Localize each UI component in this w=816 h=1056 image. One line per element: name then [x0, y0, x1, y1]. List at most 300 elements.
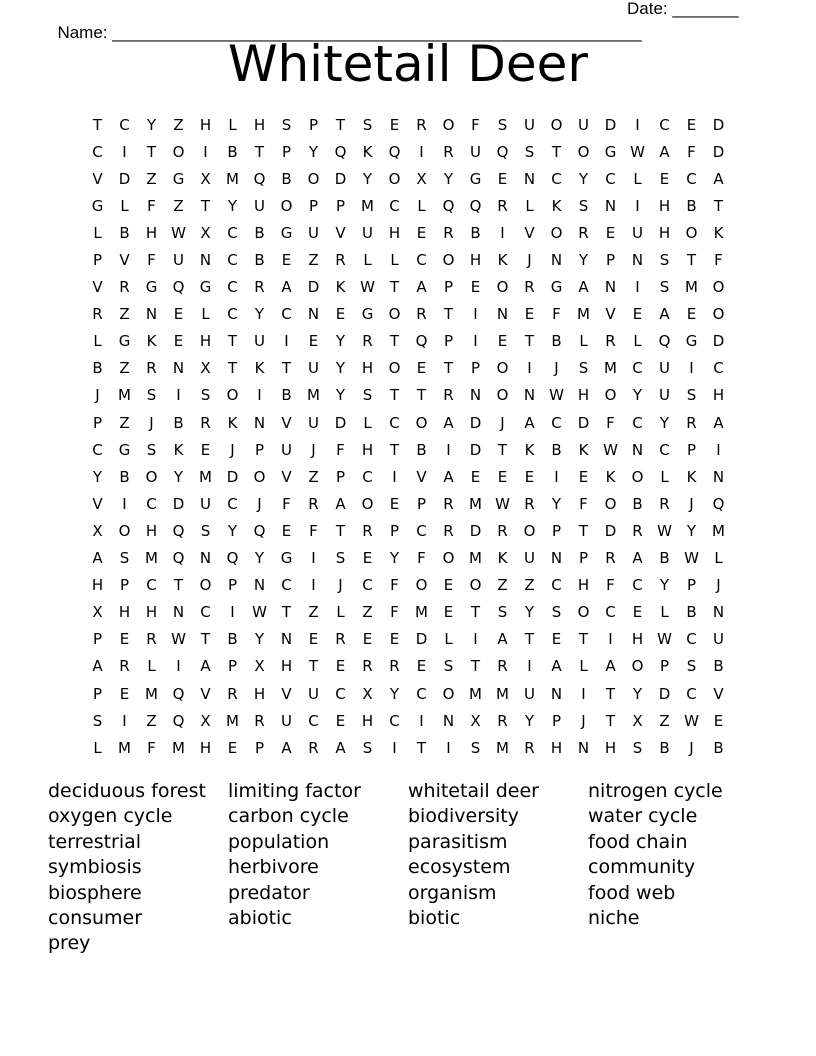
grid-letter: W: [657, 521, 672, 540]
grid-letter: G: [172, 169, 185, 188]
grid-letter: E: [605, 223, 616, 242]
word-list-item: abiotic: [228, 906, 292, 929]
grid-letter: J: [581, 711, 586, 730]
grid-letter: T: [335, 521, 346, 540]
grid-letter: Y: [659, 413, 670, 432]
grid-letter: C: [227, 278, 238, 297]
word-search-grid: [84, 111, 732, 761]
grid-letter: A: [416, 278, 427, 297]
grid-letter: Q: [496, 142, 509, 161]
grid-letter: Q: [334, 142, 347, 161]
grid-letter: T: [200, 630, 211, 649]
grid-letter: E: [227, 738, 238, 757]
grid-letter: O: [253, 467, 266, 486]
grid-letter: T: [470, 603, 481, 622]
grid-letter: T: [173, 576, 184, 595]
name-field-label: Name: ________________________________________________________: [57, 23, 642, 42]
grid-letter: V: [713, 684, 724, 703]
grid-letter: K: [551, 196, 562, 215]
grid-letter: P: [254, 738, 265, 757]
grid-letter: Y: [254, 630, 265, 649]
grid-letter: K: [254, 359, 265, 378]
grid-letter: T: [335, 115, 346, 134]
grid-row: [84, 707, 732, 734]
grid-letter: G: [91, 196, 104, 215]
grid-letter: F: [147, 738, 156, 757]
grid-letter: N: [604, 278, 617, 297]
grid-letter: P: [92, 251, 103, 270]
grid-letter: K: [335, 278, 346, 297]
grid-row: [84, 274, 732, 301]
grid-letter: H: [361, 440, 374, 459]
grid-letter: X: [470, 711, 481, 730]
grid-letter: G: [118, 440, 131, 459]
grid-letter: H: [631, 630, 644, 649]
word-list-item: deciduous forest: [48, 780, 206, 802]
grid-letter: S: [92, 711, 103, 730]
grid-letter: V: [281, 413, 292, 432]
grid-letter: W: [252, 603, 267, 622]
grid-letter: I: [473, 305, 478, 324]
grid-letter: V: [92, 169, 103, 188]
grid-row: [84, 545, 732, 572]
grid-letter: U: [713, 630, 724, 649]
grid-letter: R: [659, 494, 670, 513]
grid-letter: R: [308, 738, 319, 757]
word-list-item: water cycle: [588, 805, 698, 828]
grid-letter: R: [416, 305, 427, 324]
grid-letter: Z: [146, 169, 157, 188]
grid-letter: J: [689, 738, 694, 757]
grid-letter: W: [657, 630, 672, 649]
grid-letter: M: [307, 386, 320, 405]
grid-letter: A: [443, 413, 454, 432]
grid-letter: R: [200, 413, 211, 432]
grid-letter: A: [92, 549, 103, 568]
grid-letter: C: [389, 711, 400, 730]
grid-letter: U: [524, 115, 535, 134]
grid-letter: Y: [227, 521, 238, 540]
grid-letter: C: [146, 494, 157, 513]
grid-letter: N: [712, 467, 725, 486]
grid-letter: U: [281, 440, 292, 459]
grid-letter: E: [497, 467, 508, 486]
grid-letter: K: [497, 549, 508, 568]
grid-letter: O: [712, 305, 725, 324]
grid-letter: Y: [551, 494, 562, 513]
grid-letter: L: [417, 196, 426, 215]
grid-letter: T: [281, 603, 292, 622]
grid-row: [84, 192, 732, 219]
grid-letter: O: [496, 386, 509, 405]
grid-letter: Y: [443, 169, 454, 188]
grid-letter: L: [201, 305, 210, 324]
grid-letter: Z: [173, 196, 184, 215]
word-list-item: terrestrial: [48, 830, 142, 853]
grid-letter: A: [200, 657, 211, 676]
grid-letter: D: [712, 142, 725, 161]
grid-row: [84, 463, 732, 490]
grid-letter: R: [443, 223, 454, 242]
grid-letter: R: [335, 251, 346, 270]
grid-letter: L: [336, 603, 345, 622]
grid-letter: N: [523, 169, 536, 188]
grid-letter: F: [336, 440, 345, 459]
grid-letter: E: [524, 305, 535, 324]
grid-letter: T: [416, 738, 427, 757]
grid-letter: Y: [335, 332, 346, 351]
grid-letter: R: [227, 684, 238, 703]
grid-row: [84, 165, 732, 192]
grid-letter: E: [551, 630, 562, 649]
grid-letter: W: [603, 440, 618, 459]
grid-letter: X: [92, 521, 103, 540]
grid-row: [84, 680, 732, 707]
grid-letter: L: [147, 657, 156, 676]
word-list-item: whitetail deer: [408, 780, 539, 802]
grid-letter: D: [334, 413, 347, 432]
grid-letter: E: [389, 630, 400, 649]
grid-letter: E: [389, 494, 400, 513]
grid-letter: F: [417, 549, 426, 568]
grid-letter: L: [579, 657, 588, 676]
grid-letter: Q: [172, 711, 185, 730]
grid-letter: G: [469, 169, 482, 188]
grid-letter: C: [551, 576, 562, 595]
grid-letter: N: [253, 413, 266, 432]
date-field-label: Date: _______: [627, 0, 739, 18]
grid-letter: N: [199, 549, 212, 568]
grid-letter: V: [92, 278, 103, 297]
grid-letter: T: [389, 386, 400, 405]
grid-letter: C: [605, 169, 616, 188]
grid-letter: C: [362, 576, 373, 595]
grid-letter: R: [578, 223, 589, 242]
grid-letter: R: [605, 549, 616, 568]
grid-letter: M: [226, 169, 239, 188]
grid-letter: S: [119, 549, 130, 568]
grid-letter: W: [171, 630, 186, 649]
grid-letter: C: [92, 142, 103, 161]
grid-letter: U: [524, 684, 535, 703]
grid-letter: Y: [524, 711, 535, 730]
grid-letter: A: [92, 657, 103, 676]
grid-letter: I: [716, 440, 721, 459]
grid-letter: J: [149, 413, 154, 432]
grid-letter: R: [686, 413, 697, 432]
grid-letter: C: [227, 305, 238, 324]
grid-letter: Y: [578, 169, 589, 188]
grid-letter: V: [200, 684, 211, 703]
grid-letter: R: [389, 657, 400, 676]
grid-letter: F: [606, 576, 615, 595]
grid-letter: D: [577, 413, 590, 432]
grid-letter: U: [308, 413, 319, 432]
grid-letter: O: [496, 278, 509, 297]
word-list-item: ecosystem: [408, 856, 511, 879]
grid-letter: H: [199, 738, 212, 757]
grid-letter: C: [281, 305, 292, 324]
grid-letter: T: [605, 684, 616, 703]
grid-letter: C: [551, 169, 562, 188]
grid-letter: Q: [469, 196, 482, 215]
grid-letter: R: [497, 521, 508, 540]
grid-letter: I: [311, 549, 316, 568]
grid-letter: J: [689, 494, 694, 513]
grid-letter: S: [497, 115, 508, 134]
grid-letter: H: [658, 196, 671, 215]
grid-letter: Z: [119, 359, 130, 378]
grid-letter: H: [361, 359, 374, 378]
grid-letter: J: [554, 359, 559, 378]
grid-letter: N: [172, 359, 185, 378]
header-line: [48, 0, 748, 42]
grid-letter: I: [635, 196, 640, 215]
grid-letter: T: [389, 440, 400, 459]
word-list-item: organism: [408, 881, 497, 904]
grid-letter: P: [254, 440, 265, 459]
grid-letter: S: [686, 657, 697, 676]
word-list-item: predator: [228, 881, 310, 904]
grid-letter: M: [496, 738, 509, 757]
grid-letter: C: [632, 576, 643, 595]
grid-letter: S: [443, 657, 454, 676]
grid-letter: C: [416, 251, 427, 270]
grid-letter: U: [470, 142, 481, 161]
grid-letter: E: [173, 332, 184, 351]
grid-letter: L: [660, 603, 669, 622]
grid-letter: B: [227, 630, 238, 649]
grid-letter: L: [93, 738, 102, 757]
grid-letter: B: [470, 223, 481, 242]
grid-letter: V: [416, 467, 427, 486]
grid-letter: M: [172, 738, 185, 757]
grid-letter: T: [497, 440, 508, 459]
grid-letter: I: [581, 684, 586, 703]
grid-letter: L: [363, 413, 372, 432]
grid-letter: E: [200, 440, 211, 459]
grid-letter: M: [712, 521, 725, 540]
grid-letter: T: [470, 657, 481, 676]
grid-letter: P: [470, 359, 481, 378]
word-list-item: community: [588, 856, 696, 879]
grid-letter: E: [119, 684, 130, 703]
grid-letter: S: [470, 738, 481, 757]
grid-letter: E: [578, 467, 589, 486]
grid-letter: D: [226, 467, 239, 486]
grid-letter: O: [550, 115, 563, 134]
grid-letter: A: [443, 467, 454, 486]
grid-letter: S: [362, 738, 373, 757]
grid-letter: P: [443, 278, 454, 297]
grid-letter: V: [92, 494, 103, 513]
grid-letter: O: [685, 223, 698, 242]
grid-letter: Q: [253, 521, 266, 540]
grid-letter: H: [199, 332, 212, 351]
grid-letter: O: [523, 521, 536, 540]
grid-letter: K: [362, 142, 373, 161]
grid-letter: X: [200, 223, 211, 242]
grid-letter: K: [227, 413, 238, 432]
grid-letter: H: [145, 603, 158, 622]
grid-letter: I: [419, 142, 424, 161]
grid-letter: D: [658, 684, 671, 703]
grid-row: [84, 599, 732, 626]
grid-row: [84, 328, 732, 355]
grid-letter: J: [311, 440, 316, 459]
grid-letter: I: [527, 657, 532, 676]
grid-letter: V: [281, 467, 292, 486]
grid-letter: G: [280, 223, 293, 242]
grid-letter: N: [550, 549, 563, 568]
grid-letter: I: [527, 359, 532, 378]
grid-letter: R: [443, 386, 454, 405]
grid-letter: I: [500, 223, 505, 242]
word-list-item: oxygen cycle: [48, 805, 173, 828]
grid-letter: C: [605, 603, 616, 622]
grid-letter: D: [469, 413, 482, 432]
grid-letter: Y: [146, 115, 157, 134]
grid-letter: Y: [578, 251, 589, 270]
grid-letter: E: [308, 332, 319, 351]
word-list-item: limiting factor: [228, 780, 361, 802]
grid-letter: B: [119, 223, 130, 242]
grid-letter: Q: [172, 278, 185, 297]
grid-letter: W: [549, 386, 564, 405]
grid-letter: Z: [173, 115, 184, 134]
grid-letter: R: [254, 711, 265, 730]
grid-letter: T: [146, 142, 157, 161]
grid-letter: H: [604, 738, 617, 757]
word-list-item: prey: [48, 932, 91, 955]
grid-letter: K: [146, 332, 157, 351]
grid-letter: S: [686, 386, 697, 405]
grid-letter: T: [686, 251, 697, 270]
grid-letter: N: [712, 603, 725, 622]
word-list-item: population: [228, 830, 330, 853]
grid-letter: D: [334, 169, 347, 188]
grid-letter: Q: [172, 549, 185, 568]
grid-letter: P: [281, 142, 292, 161]
grid-letter: F: [714, 251, 723, 270]
grid-letter: G: [280, 549, 293, 568]
grid-letter: D: [604, 115, 617, 134]
grid-letter: E: [119, 630, 130, 649]
grid-letter: O: [550, 223, 563, 242]
grid-letter: A: [713, 413, 724, 432]
grid-letter: O: [145, 467, 158, 486]
grid-letter: G: [199, 278, 212, 297]
grid-letter: B: [551, 332, 562, 351]
grid-letter: K: [605, 467, 616, 486]
grid-letter: S: [200, 386, 211, 405]
grid-letter: D: [604, 521, 617, 540]
grid-letter: B: [632, 494, 643, 513]
grid-letter: O: [199, 576, 212, 595]
grid-letter: W: [171, 223, 186, 242]
grid-letter: B: [119, 467, 130, 486]
grid-letter: O: [604, 386, 617, 405]
grid-letter: R: [524, 278, 535, 297]
grid-letter: F: [579, 494, 588, 513]
grid-letter: S: [632, 738, 643, 757]
grid-letter: C: [686, 684, 697, 703]
grid-letter: R: [362, 657, 373, 676]
grid-letter: H: [91, 576, 104, 595]
word-list-item: biosphere: [48, 881, 142, 904]
grid-letter: K: [713, 223, 724, 242]
grid-row: [84, 301, 732, 328]
grid-row: [84, 653, 732, 680]
grid-letter: H: [388, 223, 401, 242]
grid-letter: L: [228, 115, 237, 134]
grid-row: [84, 409, 732, 436]
grid-letter: I: [122, 494, 127, 513]
grid-letter: P: [416, 494, 427, 513]
grid-letter: I: [689, 359, 694, 378]
grid-letter: R: [416, 115, 427, 134]
word-list-item: parasitism: [408, 830, 508, 853]
grid-letter: H: [118, 603, 131, 622]
grid-letter: Q: [172, 684, 185, 703]
grid-letter: P: [551, 711, 562, 730]
grid-letter: R: [362, 521, 373, 540]
grid-letter: T: [443, 305, 454, 324]
grid-letter: N: [631, 440, 644, 459]
grid-letter: T: [92, 115, 103, 134]
grid-letter: T: [713, 196, 724, 215]
grid-letter: T: [443, 359, 454, 378]
grid-letter: S: [362, 386, 373, 405]
grid-letter: I: [419, 711, 424, 730]
grid-letter: L: [390, 251, 399, 270]
grid-letter: Z: [362, 603, 373, 622]
grid-letter: U: [362, 223, 373, 242]
grid-letter: R: [605, 332, 616, 351]
grid-letter: T: [389, 278, 400, 297]
grid-letter: B: [92, 359, 103, 378]
word-list-item: biotic: [408, 906, 461, 929]
grid-letter: J: [500, 413, 505, 432]
grid-letter: W: [630, 142, 645, 161]
grid-letter: O: [388, 305, 401, 324]
grid-letter: Z: [524, 576, 535, 595]
grid-letter: G: [604, 142, 617, 161]
grid-letter: G: [550, 278, 563, 297]
grid-letter: C: [92, 440, 103, 459]
grid-letter: X: [200, 711, 211, 730]
grid-letter: R: [443, 142, 454, 161]
grid-letter: B: [416, 440, 427, 459]
grid-letter: I: [392, 738, 397, 757]
grid-letter: Y: [254, 305, 265, 324]
grid-letter: E: [416, 359, 427, 378]
grid-letter: A: [497, 630, 508, 649]
grid-letter: J: [230, 440, 235, 459]
grid-letter: O: [442, 684, 455, 703]
grid-letter: Q: [172, 521, 185, 540]
grid-letter: C: [227, 494, 238, 513]
grid-letter: C: [227, 223, 238, 242]
word-list-item: consumer: [48, 906, 143, 929]
grid-letter: N: [172, 603, 185, 622]
grid-letter: T: [308, 657, 319, 676]
grid-letter: F: [471, 115, 480, 134]
grid-letter: P: [686, 440, 697, 459]
grid-letter: R: [524, 738, 535, 757]
grid-letter: O: [388, 169, 401, 188]
grid-letter: U: [281, 711, 292, 730]
